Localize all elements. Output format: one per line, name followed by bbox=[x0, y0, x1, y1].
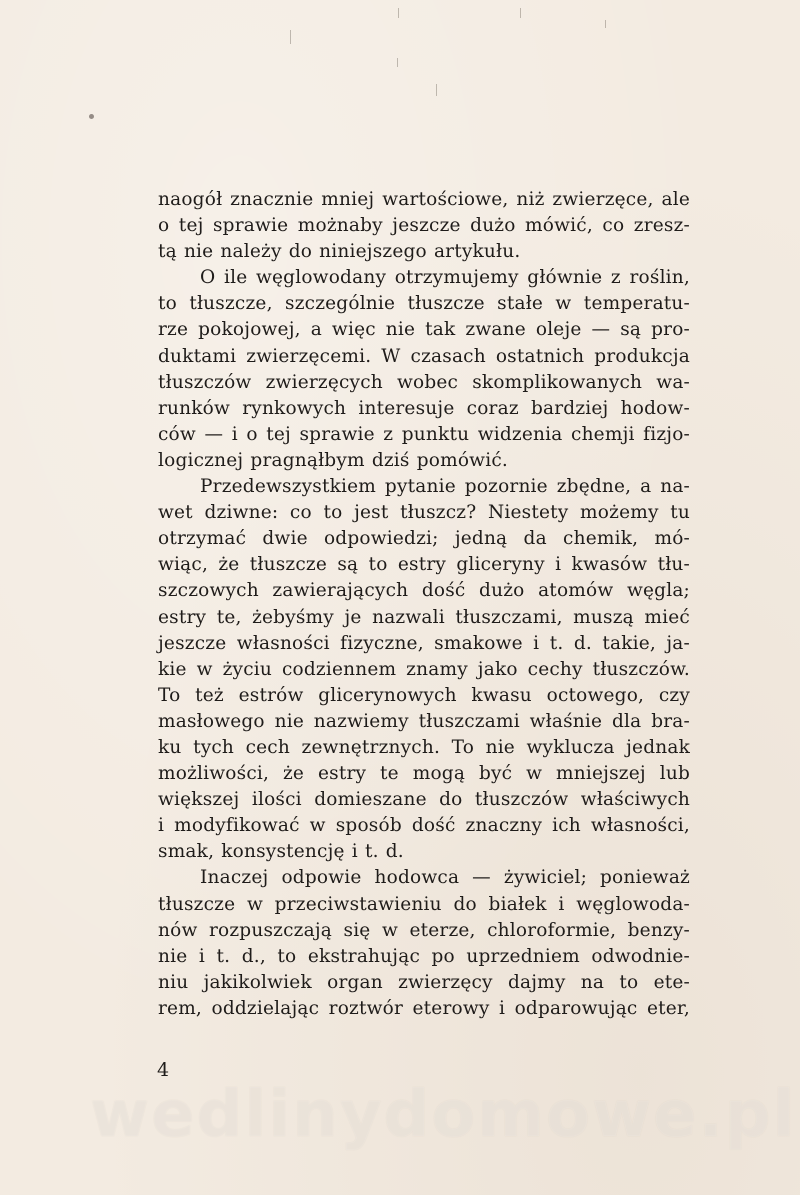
text-line: nów rozpuszczają się w eterze, chloroformie, benzy- bbox=[158, 919, 690, 941]
text-line: O ile węglowodany otrzymujemy głównie z roślin, bbox=[200, 267, 690, 289]
text-line: duktami zwierzęcemi. W czasach ostatnich produkcja bbox=[158, 345, 690, 367]
text-line: ku tych cech zewnętrznych. To nie wyklucza jednak bbox=[158, 736, 690, 758]
text-line: rem, oddzielając roztwór eterowy i odparowując eter, bbox=[158, 997, 690, 1019]
scan-scratch bbox=[290, 30, 291, 44]
text-line: rze pokojowej, a więc nie tak zwane oleje — są pro- bbox=[158, 319, 690, 341]
watermark: wedlinydomowe.pl bbox=[90, 1078, 797, 1152]
scan-speck bbox=[89, 114, 94, 119]
text-line: To też estrów glicerynowych kwasu octowego, czy bbox=[158, 684, 690, 706]
text-line: o tej sprawie możnaby jeszcze dużo mówić, co zresz- bbox=[158, 215, 690, 237]
page-number: 4 bbox=[157, 1059, 170, 1081]
text-line: logicznej pragnąłbym dziś pomówić. bbox=[158, 449, 508, 471]
scan-scratch bbox=[520, 8, 521, 18]
scan-scratch bbox=[397, 58, 398, 67]
text-line: Przedewszystkiem pytanie pozornie zbędne, a na- bbox=[200, 476, 690, 498]
text-line: ców — i o tej sprawie z punktu widzenia chemji fizjo- bbox=[158, 423, 690, 445]
text-line: i modyfikować w sposób dość znaczny ich własności, bbox=[158, 815, 690, 837]
text-line: to tłuszcze, szczególnie tłuszcze stałe w temperatu- bbox=[158, 293, 690, 315]
text-line: niu jakikolwiek organ zwierzęcy dajmy na to ete- bbox=[158, 971, 690, 993]
text-line: tłuszcze w przeciwstawieniu do białek i węglowoda- bbox=[158, 893, 690, 915]
text-line: tą nie należy do niniejszego artykułu. bbox=[158, 241, 521, 263]
text-line: estry te, żebyśmy je nazwali tłuszczami, muszą mieć bbox=[158, 606, 690, 628]
text-line: otrzymać dwie odpowiedzi; jedną da chemik, mó- bbox=[158, 528, 690, 550]
scan-scratch bbox=[398, 8, 399, 18]
body-text bbox=[158, 187, 690, 1022]
scan-scratch bbox=[436, 84, 437, 96]
text-line: nie i t. d., to ekstrahując po uprzedniem odwodnie- bbox=[158, 945, 690, 967]
scan-scratch bbox=[605, 20, 606, 28]
text-line: wet dziwne: co to jest tłuszcz? Niestety możemy tu bbox=[158, 502, 690, 524]
text-line: możliwości, że estry te mogą być w mniejszej lub bbox=[158, 763, 690, 785]
text-line: Inaczej odpowie hodowca — żywiciel; ponieważ bbox=[200, 867, 690, 889]
text-line: szczowych zawierających dość dużo atomów węgla; bbox=[158, 580, 690, 602]
text-line: jeszcze własności fizyczne, smakowe i t. d. takie, ja- bbox=[158, 632, 690, 654]
text-line: wiąc, że tłuszcze są to estry gliceryny i kwasów tłu- bbox=[158, 554, 690, 576]
text-line: naogół znacznie mniej wartościowe, niż zwierzęce, ale bbox=[158, 189, 690, 210]
text-line: smak, konsystencję i t. d. bbox=[158, 841, 404, 863]
text-line: tłuszczów zwierzęcych wobec skomplikowanych wa- bbox=[158, 371, 690, 393]
text-line: kie w życiu codziennem znamy jako cechy tłuszczów. bbox=[158, 658, 690, 680]
text-line: większej ilości domieszane do tłuszczów właściwych bbox=[158, 789, 690, 811]
text-line: runków rynkowych interesuje coraz bardziej hodow- bbox=[158, 397, 690, 419]
text-line: masłowego nie nazwiemy tłuszczami właśnie dla bra- bbox=[158, 710, 690, 732]
